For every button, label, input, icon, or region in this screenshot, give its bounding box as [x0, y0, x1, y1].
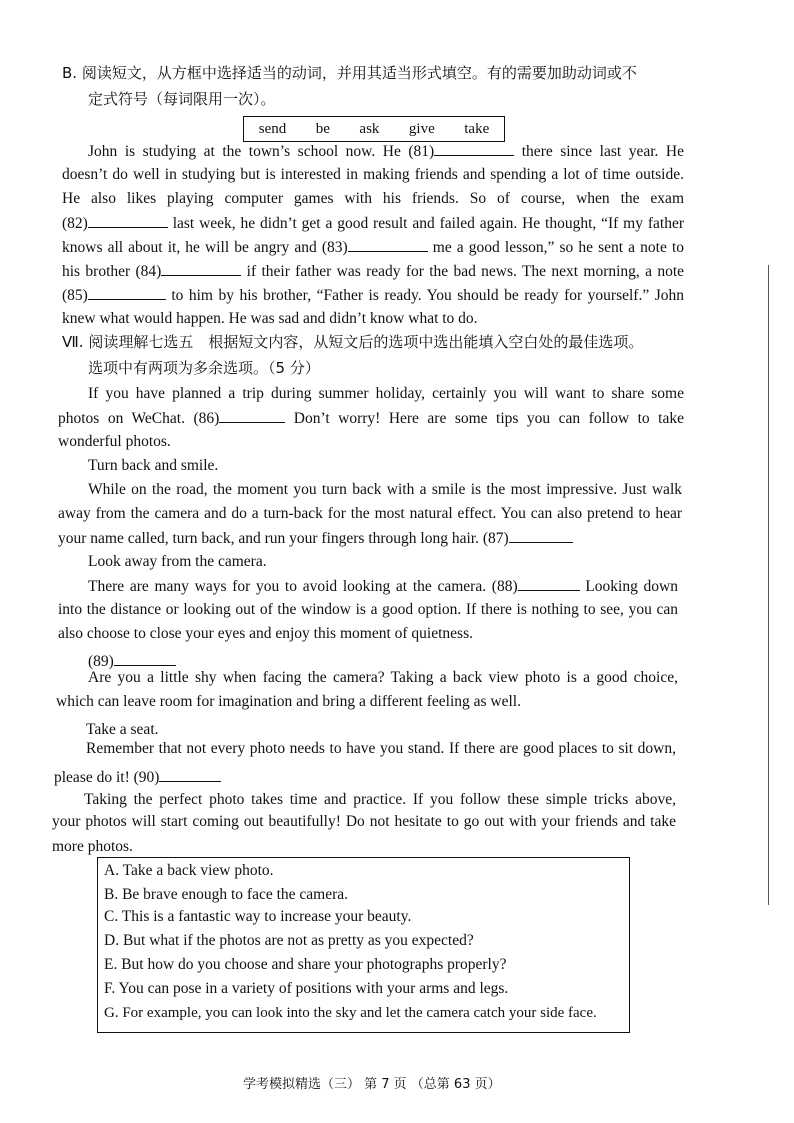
passage-line: away from the camera and do a turn-back for the most natural effect. You can also pretend to hear — [58, 505, 682, 522]
word-option: take — [464, 120, 490, 137]
option-c: C. This is a fantastic way to increase your beauty. — [104, 908, 412, 925]
answer-blank-87[interactable] — [509, 527, 573, 543]
option-b: B. Be brave enough to face the camera. — [104, 886, 349, 903]
option-g: G. For example, you can look into the sky and let the camera catch your side face. — [104, 1005, 597, 1021]
page-footer: 学考模拟精选（三） 第 7 页 （总第 63 页） — [243, 1077, 501, 1092]
answer-blank-89[interactable] — [114, 650, 176, 666]
passage-line: doesn’t do well in studying but is interested in making friends and spending a lot of time outside. — [62, 166, 684, 183]
passage-line: into the distance or looking out of the window is a good option. If there is nothing to see, you can — [58, 601, 678, 618]
passage-line: wonderful photos. — [58, 433, 171, 450]
word-box — [243, 116, 505, 142]
passage-line: knows all about it, he will be angry and (83) me a good lesson,” so he sent a note to — [62, 236, 684, 259]
subheading-turn-back: Turn back and smile. — [88, 457, 219, 474]
passage-line: your photos will start coming out beautifully! Do not hesitate to go out with your friends and take — [52, 813, 676, 830]
passage-line: your name called, turn back, and run your fingers through long hair. (87) — [58, 527, 573, 550]
subheading-take-seat: Take a seat. — [86, 721, 159, 738]
passage-line: knew what would happen. He was sad and didn’t know what to do. — [62, 310, 478, 327]
passage-line: (85) to him by his brother, “Father is ready. You should be ready for yourself.” John — [62, 284, 684, 307]
subheading-look-away: Look away from the camera. — [88, 553, 267, 570]
option-d: D. But what if the photos are not as pretty as you expected? — [104, 932, 474, 949]
word-option: ask — [359, 120, 380, 137]
passage-line: Remember that not every photo needs to have you stand. If there are good places to sit down, — [86, 740, 676, 757]
word-option: send — [258, 120, 287, 137]
section-vii-heading-cont: 选项中有两项为多余选项。（5 分） — [88, 359, 320, 377]
option-e: E. But how do you choose and share your photographs properly? — [104, 956, 507, 973]
answer-blank-85[interactable] — [88, 284, 166, 300]
options-box — [97, 857, 630, 1033]
passage-line: please do it! (90) — [54, 766, 221, 789]
answer-blank-86[interactable] — [219, 407, 285, 423]
passage-line: If you have planned a trip during summer holiday, certainly you will want to share some — [88, 385, 684, 402]
answer-blank-83[interactable] — [348, 236, 428, 252]
word-option: be — [315, 120, 330, 137]
passage-line: also choose to close your eyes and enjoy this moment of quietness. — [58, 625, 473, 642]
passage-line: While on the road, the moment you turn back with a smile is the most impressive. Just walk — [88, 481, 682, 498]
answer-blank-82[interactable] — [88, 212, 168, 228]
passage-line: which can leave room for imagination and bring a different feeling as well. — [56, 693, 521, 710]
passage-line: photos on WeChat. (86) Don’t worry! Here are some tips you can follow to take — [58, 407, 684, 430]
passage-line: (82) last week, he didn’t get a good result and failed again. He thought, “If my father — [62, 212, 684, 235]
option-f: F. You can pose in a variety of positions with your arms and legs. — [104, 980, 509, 997]
passage-line: John is studying at the town’s school now. He (81) there since last year. He — [88, 140, 684, 163]
passage-line: more photos. — [52, 838, 133, 855]
scan-edge-line — [768, 265, 769, 905]
section-vii-heading: Ⅶ. 阅读理解七选五 根据短文内容，从短文后的选项中选出能填入空白处的最佳选项。 — [62, 333, 644, 351]
answer-blank-81[interactable] — [434, 140, 514, 156]
answer-blank-90[interactable] — [159, 766, 221, 782]
answer-blank-88[interactable] — [518, 575, 580, 591]
passage-line: He also likes playing computer games with his friends. So of course, when the exam — [62, 190, 684, 207]
passage-line: Taking the perfect photo takes time and practice. If you follow these simple tricks above, — [84, 791, 676, 808]
passage-line: There are many ways for you to avoid looking at the camera. (88) Looking down — [88, 575, 678, 598]
option-a: A. Take a back view photo. — [104, 862, 274, 879]
answer-blank-84[interactable] — [161, 260, 241, 276]
passage-line: Are you a little shy when facing the camera? Taking a back view photo is a good choice, — [88, 669, 678, 686]
section-b-heading-cont: 定式符号（每词限用一次）。 — [88, 90, 276, 108]
passage-line: his brother (84) if their father was ready for the bad news. The next morning, a note — [62, 260, 684, 283]
passage-line: (89) — [88, 650, 176, 673]
word-option: give — [408, 120, 435, 137]
section-b-heading: B. 阅读短文，从方框中选择适当的动词，并用其适当形式填空。有的需要加助动词或不 — [62, 64, 637, 82]
